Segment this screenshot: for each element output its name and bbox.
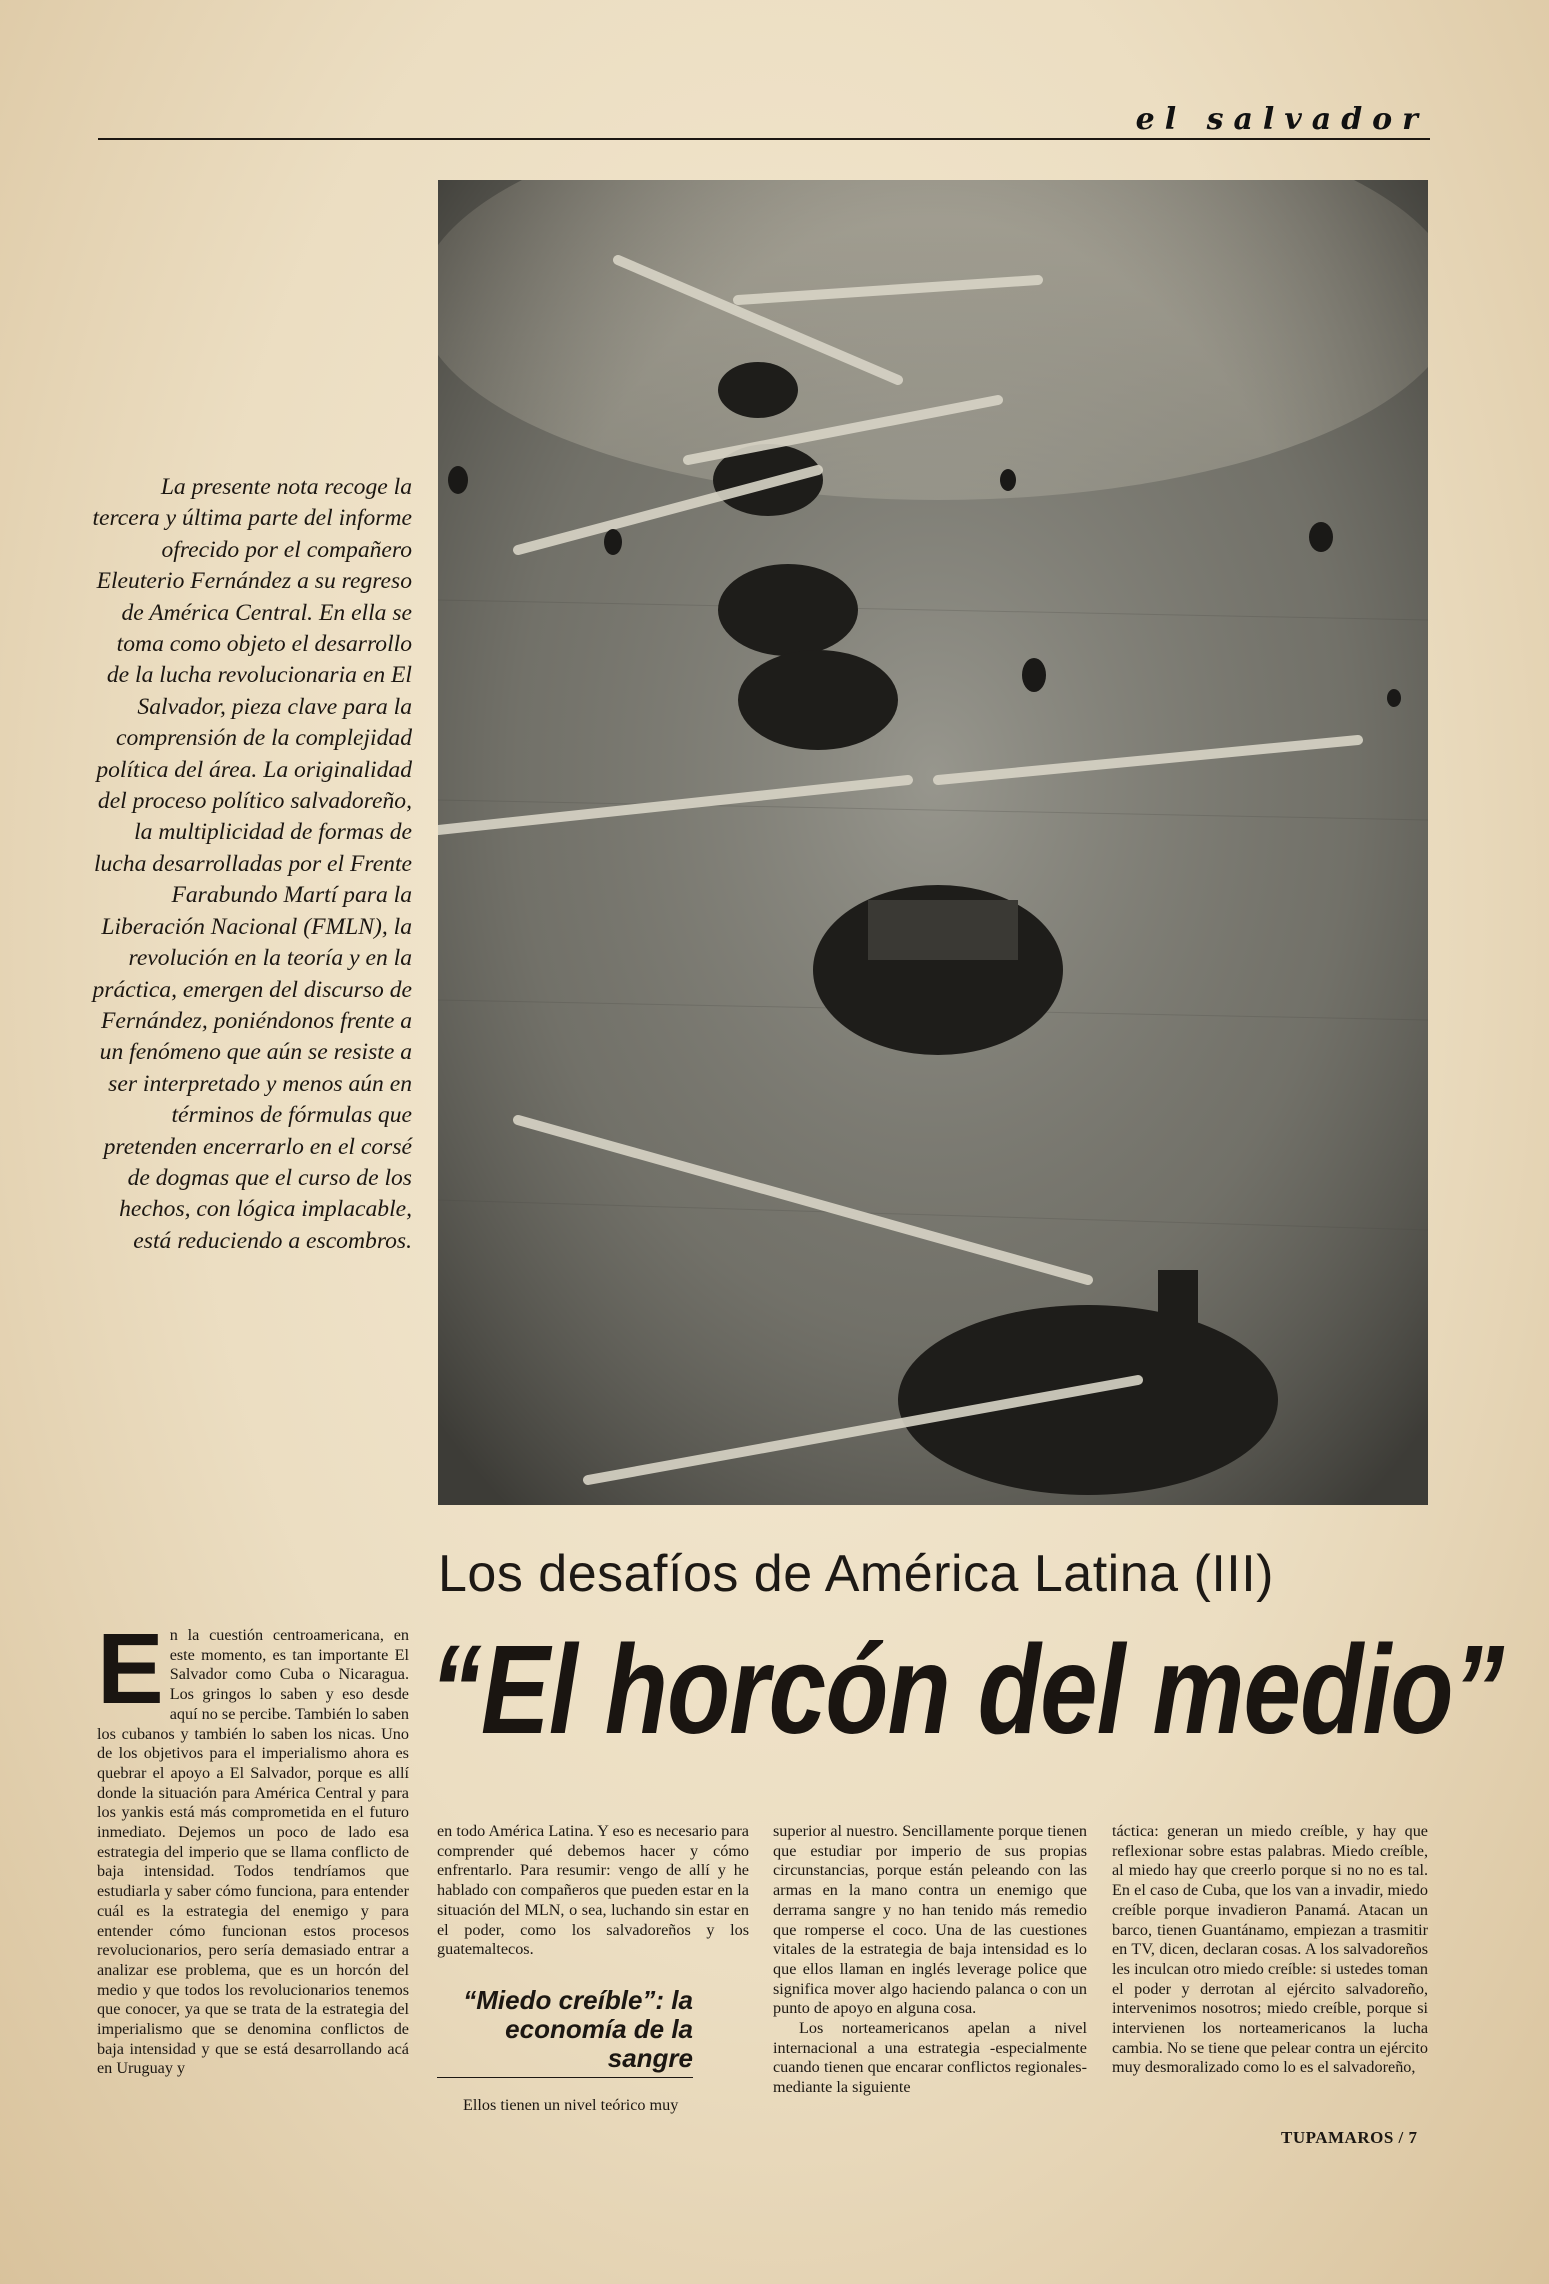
body-column-2 [437,1822,749,1960]
body-column-1 [97,1613,409,2079]
body-paragraph: superior al nuestro. Sencillamente porque tienen que estudiar por imperio de sus propias circunstancias, porque están peleando con las armas en la mano contra un enemigo que derrama sangre y no han tenido más remedio que romperse el coco. Una de las cuestiones vitales de la estrategia de baja intensidad es lo que ellos llaman en inglés leverage police que significa mover algo haciendo palanca o con un punto de apoyo en alguna cosa. [773,1822,1087,2018]
body-column-4 [1112,1822,1428,2078]
body-paragraph: n la cuestión centroamericana, en este momento, es tan importante El Salvador como Cuba o Nicaragua. Los gringos lo saben y eso desde aquí no se percibe. También lo saben los cubanos y también lo saben los nicas. Uno de los objetivos para el imperialismo ahora es quebrar el apoyo a El Salvador, porque es allí donde la situación para América Central y para los yankis está más comprometida en el futuro inmediato. Dejemos un poco de lado esa estrategia del imperio que se llama conflicto de baja intensidad. Todos tendríamos que estudiarla y saber cómo funciona, para entender cuál es la estrategia del enemigo y para entender cómo funcionan estos procesos revolucionarios, pero sería demasiado entrar a analizar ese problema, que es un horcón del medio y que todos los revolucionarios tenemos que conocer, ya que se trata de la estrategia del imperialismo que se denomina conflictos de baja intensidad y que se está desarrollando acá en Uruguay y [97,1626,409,2078]
drop-cap: E [97,1613,164,1725]
intro-paragraph: La presente nota recoge la tercera y última parte del informe ofrecido por el compañero Eleuterio Fernández a su regreso de América Central. En ella se toma como objeto el desarrollo de la lucha revolucionaria en El Salvador, pieza clave para la comprensión de la complejidad política del área. La originalidad del proceso político salvadoreño, la multiplicidad de formas de lucha desarrolladas por el Frente Farabundo Martí para la Liberación Nacional (FMLN), la revolución en la teoría y en la práctica, emergen del discurso de Fernández, poniéndonos frente a un fenómeno que aún se resiste a ser interpretado y menos aún en términos de fórmulas que pretenden encerrarlo en el corsé de dogmas que el curso de los hechos, con lógica implacable, está reduciendo a escombros. [92,474,412,1254]
section-label: el salvador [1135,102,1428,137]
intro-text [92,472,412,1257]
body-paragraph: Los norteamericanos apelan a nivel internacional a una estrategia -especialmente cuando tienen que encarar conflictos regionales- mediante la siguiente [773,2019,1087,2097]
article-kicker: Los desafíos de América Latina (III) [438,1545,1274,1603]
helicopter-photo-illustration [438,180,1428,1505]
body-paragraph: en todo América Latina. Y eso es necesario para comprender qué debemos hacer y cómo enfrentarlo. Para resumir: vengo de allí y he hablado con compañeros que pueden estar en la situación del MLN, o sea, luchando sin estar en el poder, como los salvadoreños y los guatemaltecos. [437,1822,749,1959]
body-paragraph: Ellos tienen un nivel teórico muy [463,2096,679,2114]
body-column-3 [773,1822,1087,2098]
helicopter-photo [438,180,1428,1505]
section-header [98,102,1430,140]
body-paragraph: táctica: generan un miedo creíble, y hay que reflexionar sobre estas palabras. Miedo creíble, al miedo hay que creerlo porque si no no es tal. En el caso de Cuba, que los van a invadir, miedo creíble porque invadieron Panamá. Atacan un barco, tienen Guantánamo, empiezan a trasmitir en TV, dicen, declaran cosas. A los salvadoreños les inculcan otro miedo creíble: si ustedes toman el poder y derrotan al ejército salvadoreño, intervenimos nosotros; miedo creíble, porque si intervienen los norteamericanos la lucha cambia. No se tiene que pelear contra un ejército muy desmoralizado como lo es el salvadoreño, [1112,1822,1428,2077]
page-footer: TUPAMAROS / 7 [1281,2128,1418,2147]
article-subhead: “Miedo creíble”: la economía de la sangre [437,1986,693,2078]
article-headline: “El horcón del medio” [430,1619,1504,1760]
